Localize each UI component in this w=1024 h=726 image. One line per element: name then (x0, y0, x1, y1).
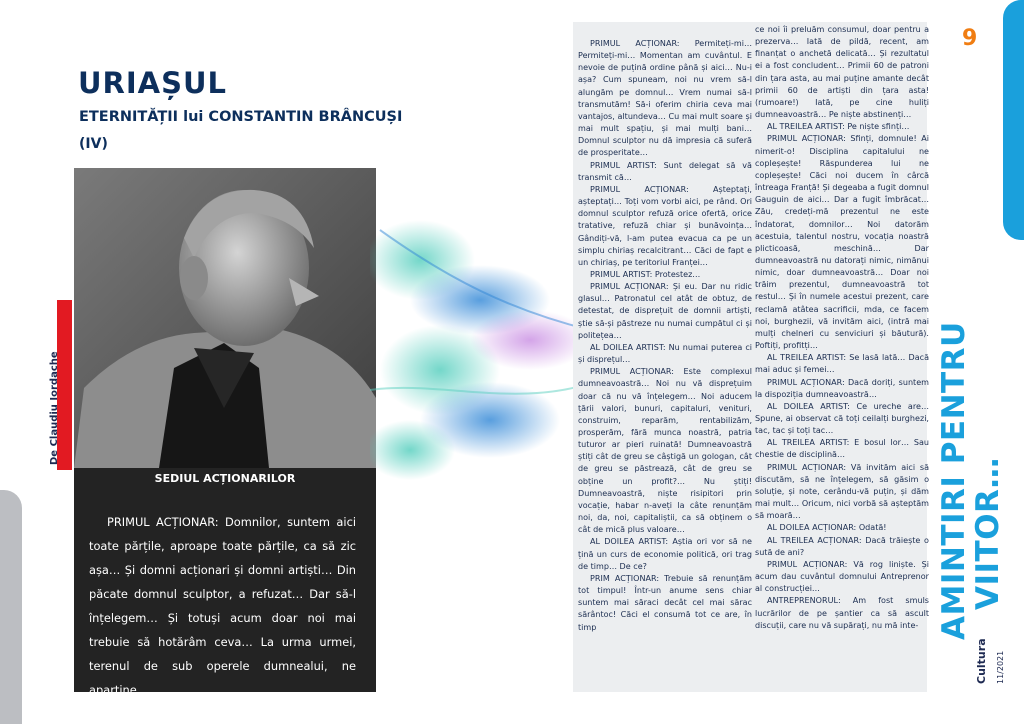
page-number: 9 (962, 26, 978, 51)
section-title: SEDIUL ACȚIONARILOR (154, 472, 296, 485)
dialogue-paragraph: AL TREILEA ARTIST: E bosul lor… Sau chestie de disciplină… (755, 438, 929, 460)
dialogue-paragraph: AL TREILEA ACȚIONAR: Dacă trăiește o sută de ani? (755, 535, 929, 557)
magazine-logo: Cultura (975, 638, 988, 684)
dialogue-paragraph: PRIMUL ACȚIONAR: Sfinți, domnule! Ai nimerit-o! Disciplina capitalului ne copleșește! Răspunderea lui ne copleșește! Căci noi ducem în cârcă întreaga Franță! Și degeaba a fugit domnul Gauguin de aici… Dar a fugit îmbrăcat… Zău, credeți-mă prezentul ne este îndatorat, domnilor… Noi datorăm acestuia, talentul nostru, vocația noastră plicticoasă, meschină… Dar dumneavoastră nu datorați nimic, nimănui nimic, doar dumneavoastră… Doar noi trăim prezentul, dumneavoastră tot restul… Și în numele acestui prezent, care reclamă atâtea sacrificii, mda, ce facem noi, burghezii, vă invităm aici, (intră mai mulți chelneri cu senviciuri și băutură). Poftiți, profitți… (755, 134, 929, 351)
left-page-tab (0, 490, 22, 724)
text-column-2 (755, 24, 929, 632)
dialogue-paragraph: ce noi îi preluăm consumul, doar pentru a prezerva… Iată de pildă, recent, am finanțat o anchetă delicată… Și rezultatul ei a fost concludent… Primii 60 de patroni din țara asta, au mai puține amante decât primii 60 de artiști din țara asta! (rumoare!) Iată, pe cine huliți dumneavoastră… Pe niște abstinenți… (755, 25, 929, 120)
section-heading-vertical: AMINTIRI PENTRU (936, 321, 972, 640)
dialogue-paragraph: PRIMUL ACȚIONAR: Dacă doriți, suntem la dispoziția dumneavoastră… (755, 377, 929, 399)
dialogue-paragraph: AL DOILEA ARTIST: Aștia ori vor să ne țină un curs de economie politică, ori trag de timp… De ce? (578, 537, 752, 571)
dialogue-paragraph: PRIMUL ARTIST: Sunt delegat să vă transmit că… (578, 160, 752, 182)
dialogue-paragraph: AL DOILEA ARTIST: Nu numai puterea ci și disprețul… (578, 342, 752, 365)
dialogue-paragraph: AL DOILEA ARTIST: Ce ureche are… Spune, ai observat că toți ceilalți burghezi, tac, tac și toți tac… (755, 401, 929, 436)
intro-text-box (74, 468, 376, 721)
dialogue-paragraph: PRIMUL ACȚIONAR: Vă rog liniște. Și acum dau cuvântul domnului Antreprenor al construcției… (755, 559, 929, 594)
text-column-1 (578, 38, 752, 634)
section-heading-vertical-2: VIITOR… (970, 457, 1006, 610)
dialogue-paragraph: AL TREILEA ARTIST: Se lasă lată… Dacă mai aduc și femei… (755, 353, 929, 375)
intro-paragraph: PRIMUL ACȚIONAR: Domnilor, suntem aici toate părțile, aproape toate părțile, ca să zic așa… Și domni acționari și domni artiști… Din păcate domnul sculptor, a refuzat… Dar să-l înțelegem… Și totuși acum doar noi mai trebuie să hotărâm ceva… La urma urmei, terenul de sub operele dumnealui, ne aparține… (89, 515, 356, 697)
dialogue-paragraph: PRIMUL ACȚIONAR: Este complexul dumneavoastră… Noi nu vă disprețuim doar că nu vă înțelegem… Noi aducem țării valori, bunuri, capitaluri, venituri, construim, reparăm, rentabilizăm, prosperăm, fără munca noastră, patria tuturor ar pieri ruinată! Dumneavoastră știți cât de greu se câștigă un gologan, cât de greu se păstrează, cât de greu se obține un profit?… Nu știți! Dumneavoastră, niște risipitori prin vocație, habar n-aveți la câte renunțăm noi, da, noi, capitaliștii, ca să obținem o cât de mică plus valoare… (578, 367, 752, 535)
right-page-tab (1003, 0, 1024, 240)
author-byline: De Claudiu Iordache (49, 351, 60, 465)
dialogue-paragraph: PRIMUL ACȚIONAR: Permiteți-mi… Permiteți-mi… Momentan am cuvântul. E nevoie de puțină ordine până și aici… Nu-i așa? Cum spuneam, noi nu vrem să-l alungăm pe domnul… Vrem numai să-l transmutăm! Să-i oferim chiria ceva mai vantajos, altundeva… Cu mai mult soare și mai mult spațiu, și mai mulți bani… Domnul sculptor nu dă impresia că suferă de prosperitate… (578, 39, 752, 158)
dialogue-paragraph: PRIMUL ACȚIONAR: Vă invităm aici să discutăm, să ne înțelegem, să găsim o soluție, și note, cerându-vă puțin, și dăm mai mult… Oricum, nici vorbă să așteptăm să moară… (755, 462, 929, 521)
dialogue-paragraph: PRIM ACȚIONAR: Trebuie să renunțăm tot timpul! Într-un anume sens chiar suntem mai săraci decât cel mai sărac sărântoc! Căci el consumă tot ce are, în timp (578, 573, 752, 632)
portrait-illustration (74, 168, 376, 468)
dialogue-paragraph: PRIMUL ACȚIONAR: Și eu. Dar nu ridic glasul… Patronatul cel atât de obtuz, de detestat, de disprețuit de domnii artiști, știe să-și păstreze nu numai cumpătul ci și politețea… (578, 282, 752, 340)
article-title: URIAȘUL (78, 66, 228, 100)
article-part: (IV) (79, 136, 108, 152)
dialogue-paragraph: ANTREPRENORUL: Am fost smuls lucrărilor de pe șantier ca să ascult discuții, care nu vă supărați, nu mă inte- (755, 596, 929, 630)
portrait-photo (74, 168, 376, 468)
dialogue-paragraph: PRIMUL ACȚIONAR: Așteptați, așteptați… Toți vom vorbi aici, pe rând. Ori domnul sculptor refuză orice ofertă, orice tratative, refuză chiar și bunăvoința… Gândiți-vă, l-am putea evacua ca pe un simplu chiriaș recalcitrant… Căci de fapt e un chiriaș, pe teritoriul Franței… (578, 184, 752, 267)
intro-paragraph: PRIMUL ARTIST: Să nu o luăm chiar așa… (107, 707, 341, 721)
intro-text (89, 510, 356, 726)
article-subtitle: ETERNITĂȚII lui CONSTANTIN BRÂNCUȘI (79, 109, 403, 125)
dialogue-paragraph: AL DOILEA ACȚIONAR: Odată! (767, 523, 887, 533)
issue-number: 11/2021 (996, 650, 1005, 684)
dialogue-paragraph: PRIMUL ARTIST: Protestez… (590, 269, 701, 279)
dialogue-paragraph: AL TREILEA ARTIST: Pe niște sfinți… (767, 122, 910, 132)
